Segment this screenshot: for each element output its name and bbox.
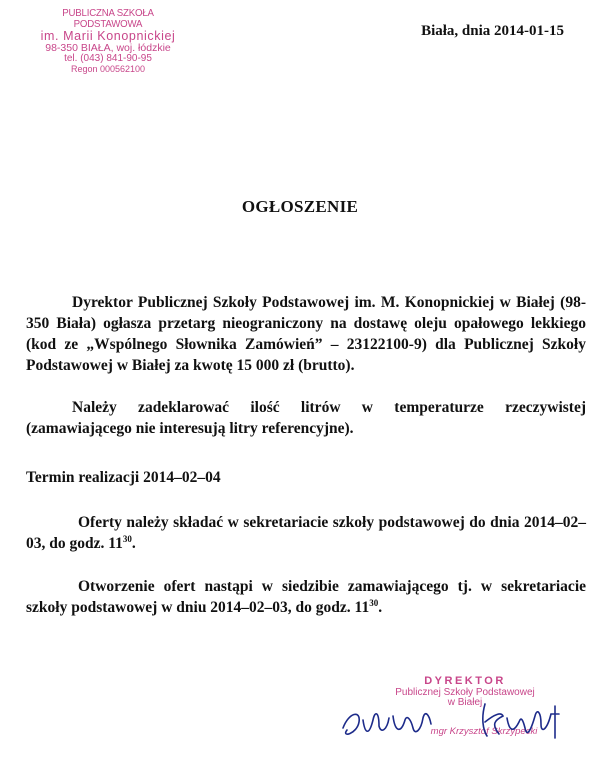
offers-text: Oferty należy składać w sekretariacie szkoły podstawowej do dnia 2014–02–03, do godz. 11: [26, 514, 586, 552]
director-stamp-line: DYREKTOR: [424, 675, 506, 687]
paragraph-deadline: Termin realizacji 2014–02–04: [26, 469, 221, 486]
paragraph-announcement: Dyrektor Publicznej Szkoły Podstawowej im. M. Konopnickiej w Białej (98-350 Biała) ogłasza przetarg nieograniczony na dostawę oleju opałowego lekkiego (kod ze „Wspólnego Słownika Zamówień” – 23122100-9) dla Publicznej Szkoły Podstawowej w Białej za kwotę 15 000 zł (brutto).: [26, 294, 586, 374]
opening-time-sup: 30: [369, 598, 379, 608]
school-stamp-line: Regon 000562100: [70, 63, 146, 74]
school-stamp-line: 98-350 BIAŁA, woj. łódzkie: [45, 42, 171, 55]
place-date: Biała, dnia 2014-01-15: [421, 23, 564, 39]
document-title: OGŁOSZENIE: [241, 197, 359, 216]
paragraph-offers: [26, 512, 586, 554]
paragraph-opening: [26, 576, 586, 618]
school-stamp-line: PUBLICZNA SZKOŁA PODSTAWOWA: [62, 7, 154, 31]
handwritten-signature: [335, 686, 575, 750]
opening-text: Otworzenie ofert nastąpi w siedzibie zamawiającego tj. w sekretariacie szkoły podstawowej w dniu 2014–02–03, do godz. 11: [26, 578, 586, 616]
signature-stroke: [343, 714, 431, 734]
school-stamp: [24, 8, 192, 74]
offers-time-sup: 30: [122, 534, 132, 544]
offers-end: .: [131, 535, 136, 552]
paragraph-liters: Należy zadeklarować ilość litrów w temperaturze rzeczywistej (zamawiającego nie interesują litry referencyjne).: [26, 399, 586, 437]
school-stamp-line: im. Marii Konopnickiej: [40, 29, 176, 44]
signature-stroke: [483, 704, 559, 738]
director-stamp-line: Publicznej Szkoły Podstawowej: [395, 686, 535, 698]
school-stamp-line: tel. (043) 841-90-95: [64, 53, 152, 65]
director-stamp-line: w Białej: [447, 697, 483, 709]
opening-end: .: [378, 599, 383, 616]
director-stamp-line: mgr Krzysztof Skrzypecki: [430, 725, 538, 737]
